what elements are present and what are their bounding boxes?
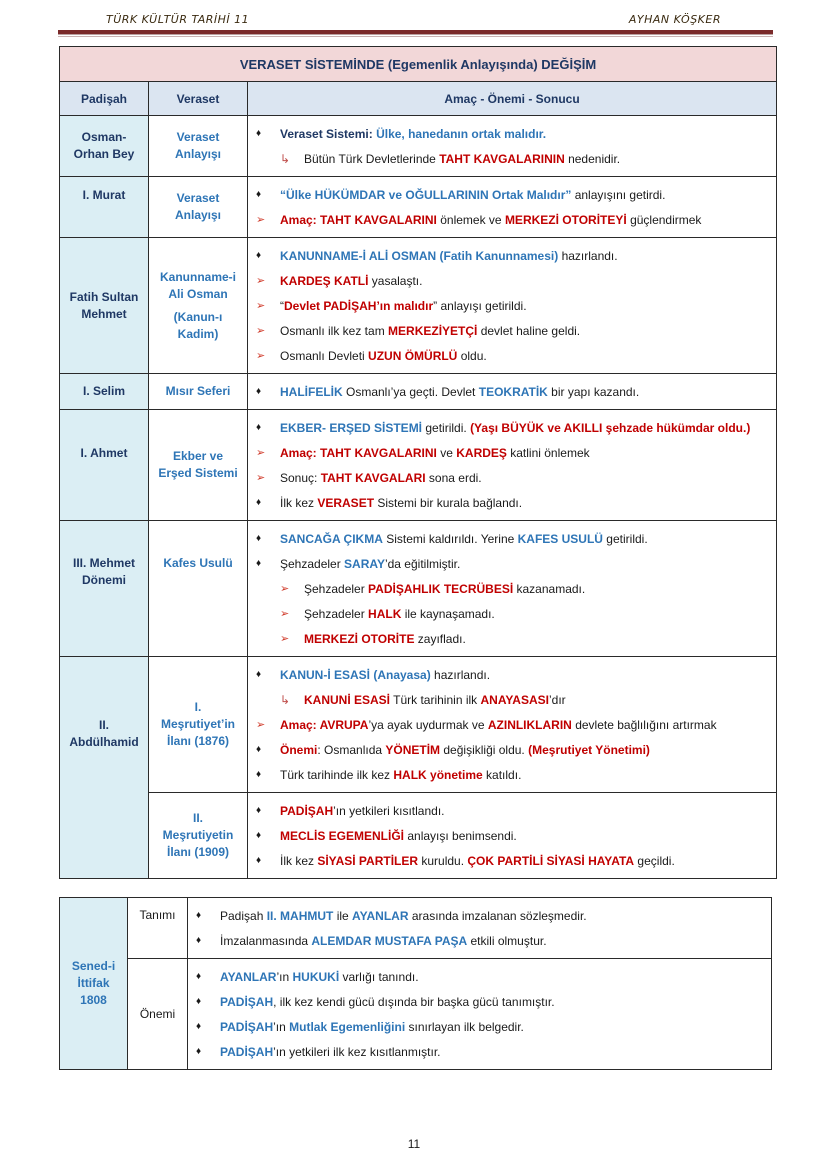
list-item-text: PADİŞAH’ın yetkileri ilk kez kısıtlanmıştır. bbox=[220, 1044, 441, 1059]
king-cell: II. Abdülhamid bbox=[60, 657, 149, 879]
veraset-main: Kanunname-i Ali Osman bbox=[159, 269, 236, 301]
onemi-content bbox=[188, 959, 772, 1070]
list-item bbox=[256, 182, 770, 207]
diamond-bullet-icon: ♦ bbox=[256, 855, 262, 866]
diamond-bullet-icon: ♦ bbox=[256, 533, 262, 544]
list-item bbox=[256, 798, 770, 823]
arrow-bullet-icon: ➢ bbox=[256, 325, 266, 337]
list-item-text: Amaç: AVRUPA’ya ayak uydurmak ve AZINLIKLARIN devlete bağlılığını artırmak bbox=[280, 717, 717, 732]
tanimi-label: Tanımı bbox=[128, 898, 188, 959]
list-item-text: Padişah II. MAHMUT ile AYANLAR arasında imzalanan sözleşmedir. bbox=[220, 908, 587, 923]
list-item-text: Şehzadeler SARAY’da eğitilmiştir. bbox=[280, 556, 461, 571]
course-title: TÜRK KÜLTÜR TARİHİ 11 bbox=[106, 13, 250, 26]
diamond-bullet-icon: ♦ bbox=[196, 935, 202, 946]
page-number: 11 bbox=[407, 1137, 421, 1151]
list-item bbox=[256, 601, 770, 626]
arrow-bullet-icon: ➢ bbox=[256, 350, 266, 362]
veraset-cell: Kafes Usulü bbox=[149, 521, 248, 657]
list-item bbox=[256, 662, 770, 687]
author-name: AYHAN KÖŞKER bbox=[628, 13, 721, 26]
list-item bbox=[256, 712, 770, 737]
list-item bbox=[256, 848, 770, 873]
arrow-bullet-icon: ➢ bbox=[256, 719, 266, 731]
list-item-text: AYANLAR’ın HUKUKİ varlığı tanındı. bbox=[220, 969, 419, 984]
list-item-text: MECLİS EGEMENLİĞİ anlayışı benimsendi. bbox=[280, 828, 517, 843]
king-cell: I. Murat bbox=[60, 177, 149, 238]
list-item bbox=[256, 490, 770, 515]
list-item-text: KANUN-İ ESASİ (Anayasa) hazırlandı. bbox=[280, 667, 491, 682]
list-item-text: Veraset Sistemi: Ülke, hanedanın ortak malıdır. bbox=[280, 126, 547, 141]
list-item bbox=[256, 526, 770, 551]
veraset-cell: Ekber ve Erşed Sistemi bbox=[149, 410, 248, 521]
list-item bbox=[196, 903, 765, 928]
diamond-bullet-icon: ♦ bbox=[256, 558, 262, 569]
header-rule bbox=[58, 30, 773, 35]
veraset-cell: Mısır Seferi bbox=[149, 374, 248, 410]
veraset-cell: II. Meşrutiyetin İlanı (1909) bbox=[149, 793, 248, 879]
list-item-text: Şehzadeler PADİŞAHLIK TECRÜBESİ kazanamadı. bbox=[304, 581, 586, 596]
list-item-text: HALİFELİK Osmanlı’ya geçti. Devlet TEOKRATİK bir yapı kazandı. bbox=[280, 384, 640, 399]
list-item bbox=[256, 687, 770, 712]
list-item bbox=[256, 440, 770, 465]
list-item-text: Türk tarihinde ilk kez HALK yönetime katıldı. bbox=[280, 767, 522, 782]
arrow-bullet-icon: ➢ bbox=[256, 275, 266, 287]
diamond-bullet-icon: ♦ bbox=[196, 1021, 202, 1032]
table-row bbox=[60, 374, 777, 410]
list-item-text: PADİŞAH’ın yetkileri kısıtlandı. bbox=[280, 803, 445, 818]
diamond-bullet-icon: ♦ bbox=[256, 769, 262, 780]
list-item bbox=[256, 737, 770, 762]
list-item-text: “Ülke HÜKÜMDAR ve OĞULLARININ Ortak Malıdır” anlayışını getirdi. bbox=[280, 187, 666, 202]
list-item bbox=[256, 465, 770, 490]
list-item bbox=[196, 928, 765, 953]
sened-title: Sened-i İttifak 1808 bbox=[60, 898, 128, 1070]
diamond-bullet-icon: ♦ bbox=[196, 971, 202, 982]
diamond-bullet-icon: ♦ bbox=[256, 189, 262, 200]
list-item bbox=[256, 318, 770, 343]
list-item bbox=[256, 243, 770, 268]
arrow-bullet-icon: ➢ bbox=[280, 608, 290, 620]
table-row bbox=[60, 116, 777, 177]
list-item-text: Osmanlı Devleti UZUN ÖMÜRLÜ oldu. bbox=[280, 348, 487, 363]
content-cell bbox=[248, 657, 777, 793]
veraset-cell: I. Meşrutiyet’in İlanı (1876) bbox=[149, 657, 248, 793]
content-cell bbox=[248, 521, 777, 657]
list-item bbox=[256, 293, 770, 318]
table-row bbox=[60, 793, 777, 879]
diamond-bullet-icon: ♦ bbox=[196, 1046, 202, 1057]
veraset-cell: Veraset Anlayışı bbox=[149, 177, 248, 238]
content-cell bbox=[248, 374, 777, 410]
king-cell: I. Ahmet bbox=[60, 410, 149, 521]
list-item bbox=[196, 964, 765, 989]
arrow-bullet-icon: ➢ bbox=[256, 447, 266, 459]
hook-arrow-icon: ↳ bbox=[280, 151, 291, 166]
arrow-bullet-icon: ➢ bbox=[280, 583, 290, 595]
list-item-text: Osmanlı ilk kez tam MERKEZİYETÇİ devlet haline geldi. bbox=[280, 323, 581, 338]
table-row bbox=[60, 177, 777, 238]
list-item-text: İlk kez SİYASİ PARTİLER kuruldu. ÇOK PARTİLİ SİYASİ HAYATA geçildi. bbox=[280, 853, 675, 868]
list-item-text: Önemi: Osmanlıda YÖNETİM değişikliği oldu. (Meşrutiyet Yönetimi) bbox=[280, 742, 650, 757]
list-item-text: KARDEŞ KATLİ yasalaştı. bbox=[280, 273, 423, 288]
table-row bbox=[60, 521, 777, 657]
list-item bbox=[256, 379, 770, 404]
content-cell bbox=[248, 793, 777, 879]
content-cell bbox=[248, 238, 777, 374]
header-rule-thin bbox=[58, 36, 773, 37]
page-header bbox=[58, 10, 773, 30]
list-item bbox=[196, 1014, 765, 1039]
list-item-text: Bütün Türk Devletlerinde TAHT KAVGALARININ nedenidir. bbox=[304, 151, 621, 166]
king-cell: Fatih Sultan Mehmet bbox=[60, 238, 149, 374]
list-item-text: KANUNNAME-İ ALİ OSMAN (Fatih Kanunnamesi) hazırlandı. bbox=[280, 248, 618, 263]
diamond-bullet-icon: ♦ bbox=[256, 250, 262, 261]
list-item bbox=[256, 626, 770, 651]
king-cell: Osman- Orhan Bey bbox=[60, 116, 149, 177]
list-item-text: EKBER- ERŞED SİSTEMİ getirildi. (Yaşı BÜYÜK ve AKILLI şehzade hükümdar oldu.) bbox=[280, 420, 751, 435]
list-item-text: Şehzadeler HALK ile kaynaşamadı. bbox=[304, 606, 495, 621]
diamond-bullet-icon: ♦ bbox=[256, 386, 262, 397]
diamond-bullet-icon: ♦ bbox=[196, 996, 202, 1007]
list-item bbox=[256, 207, 770, 232]
table-row bbox=[60, 657, 777, 793]
list-item bbox=[196, 1039, 765, 1064]
table-row bbox=[60, 410, 777, 521]
veraset-cell bbox=[149, 238, 248, 374]
arrow-bullet-icon: ➢ bbox=[280, 633, 290, 645]
list-item-text: Sonuç: TAHT KAVGALARI sona erdi. bbox=[280, 470, 482, 485]
veraset-cell: Veraset Anlayışı bbox=[149, 116, 248, 177]
list-item bbox=[256, 576, 770, 601]
list-item bbox=[256, 146, 770, 171]
tanimi-content bbox=[188, 898, 772, 959]
list-item-text: “Devlet PADİŞAH’ın malıdır” anlayışı getirildi. bbox=[280, 298, 527, 313]
list-item bbox=[256, 268, 770, 293]
content-cell bbox=[248, 116, 777, 177]
list-item-text: İlk kez VERASET Sistemi bir kurala bağlandı. bbox=[280, 495, 523, 510]
hook-arrow-icon: ↳ bbox=[280, 692, 291, 707]
veraset-sub: (Kanun-ı Kadim) bbox=[173, 309, 223, 341]
table-row bbox=[60, 238, 777, 374]
col-header-amac: Amaç - Önemi - Sonucu bbox=[248, 82, 777, 116]
onemi-label: Önemi bbox=[128, 959, 188, 1070]
list-item-text: SANCAĞA ÇIKMA Sistemi kaldırıldı. Yerine KAFES USULÜ getirildi. bbox=[280, 531, 648, 546]
list-item-text: Amaç: TAHT KAVGALARINI ve KARDEŞ katlini önlemek bbox=[280, 445, 590, 460]
sened-i-ittifak-table bbox=[59, 897, 772, 1070]
diamond-bullet-icon: ♦ bbox=[256, 128, 262, 139]
arrow-bullet-icon: ➢ bbox=[256, 300, 266, 312]
content-cell bbox=[248, 410, 777, 521]
diamond-bullet-icon: ♦ bbox=[256, 805, 262, 816]
diamond-bullet-icon: ♦ bbox=[256, 422, 262, 433]
list-item-text: PADİŞAH’ın Mutlak Egemenliğini sınırlayan ilk belgedir. bbox=[220, 1019, 524, 1034]
king-cell: I. Selim bbox=[60, 374, 149, 410]
list-item bbox=[256, 762, 770, 787]
list-item bbox=[256, 823, 770, 848]
veraset-table bbox=[59, 46, 777, 879]
diamond-bullet-icon: ♦ bbox=[256, 497, 262, 508]
list-item-text: Amaç: TAHT KAVGALARINI önlemek ve MERKEZİ OTORİTEYİ güçlendirmek bbox=[280, 212, 702, 227]
king-cell: III. Mehmet Dönemi bbox=[60, 521, 149, 657]
arrow-bullet-icon: ➢ bbox=[256, 214, 266, 226]
list-item-text: MERKEZİ OTORİTE zayıfladı. bbox=[304, 631, 466, 646]
arrow-bullet-icon: ➢ bbox=[256, 472, 266, 484]
list-item bbox=[256, 415, 770, 440]
diamond-bullet-icon: ♦ bbox=[256, 669, 262, 680]
list-item bbox=[196, 989, 765, 1014]
diamond-bullet-icon: ♦ bbox=[196, 910, 202, 921]
list-item bbox=[256, 343, 770, 368]
col-header-padisah: Padişah bbox=[60, 82, 149, 116]
list-item-text: İmzalanmasında ALEMDAR MUSTAFA PAŞA etkili olmuştur. bbox=[220, 933, 547, 948]
list-item-text: PADİŞAH, ilk kez kendi gücü dışında bir başka gücü tanımıştır. bbox=[220, 994, 555, 1009]
diamond-bullet-icon: ♦ bbox=[256, 830, 262, 841]
list-item-text: KANUNİ ESASİ Türk tarihinin ilk ANAYASASI’dır bbox=[304, 692, 566, 707]
col-header-veraset: Veraset bbox=[149, 82, 248, 116]
table-title: VERASET SİSTEMİNDE (Egemenlik Anlayışında) DEĞİŞİM bbox=[60, 47, 777, 82]
diamond-bullet-icon: ♦ bbox=[256, 744, 262, 755]
list-item bbox=[256, 551, 770, 576]
list-item bbox=[256, 121, 770, 146]
content-cell bbox=[248, 177, 777, 238]
